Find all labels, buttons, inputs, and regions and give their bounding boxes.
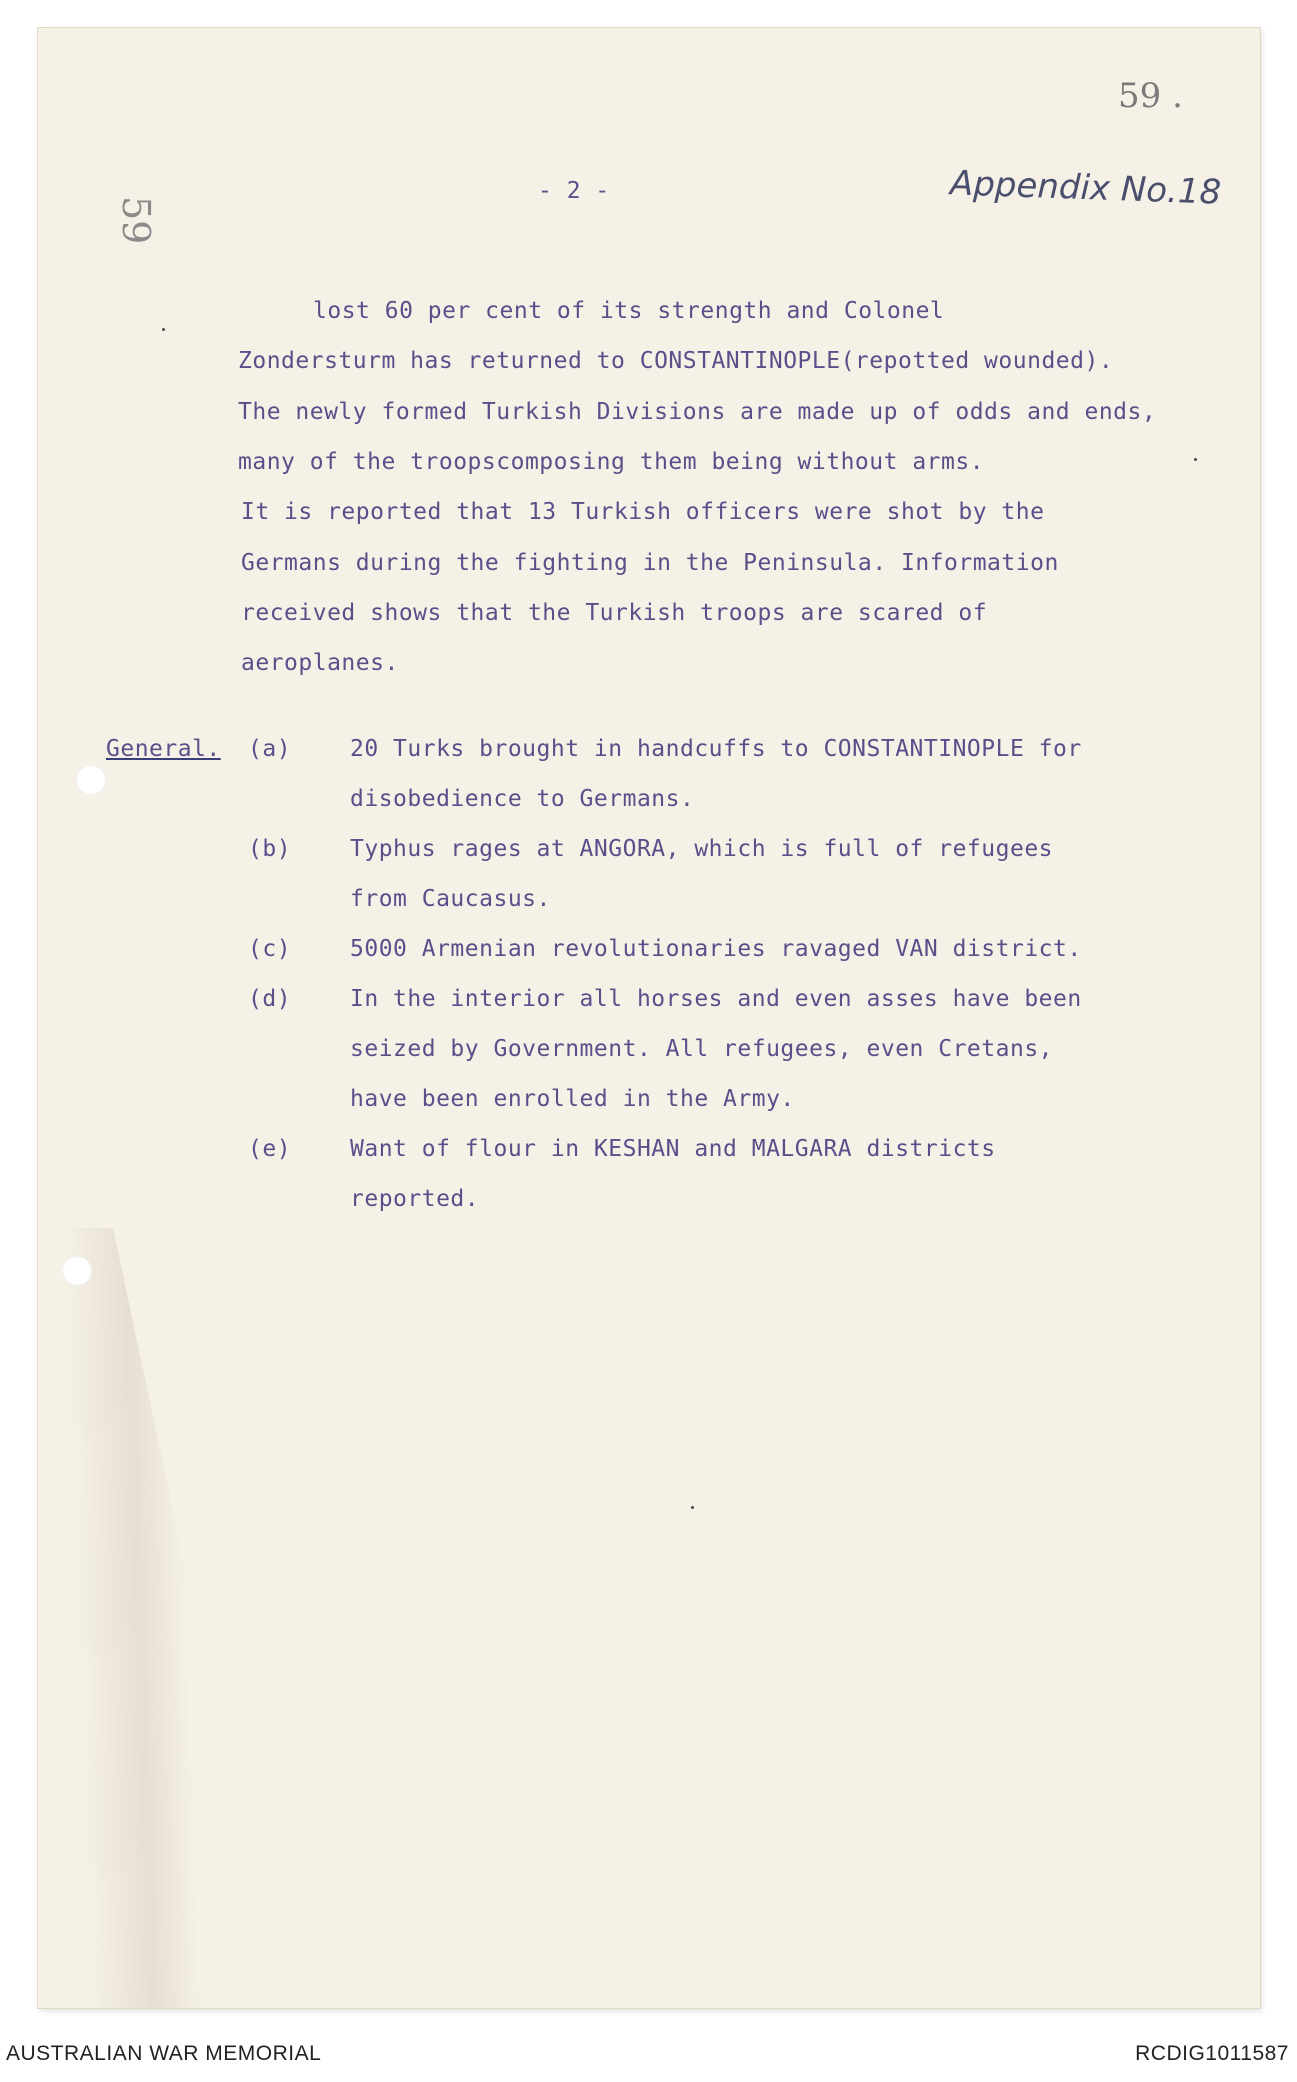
page-number: - 2 - — [538, 178, 610, 204]
body-line: lost 60 per cent of its strength and Colonel — [313, 298, 945, 324]
body-line: The newly formed Turkish Divisions are made up of odds and ends, — [238, 399, 1157, 425]
section-label-general: General. — [106, 736, 221, 762]
document-page — [38, 28, 1260, 2008]
item-letter: (d) — [248, 986, 292, 1012]
punch-hole-top — [76, 765, 106, 795]
body-line: Germans during the fighting in the Peninsula. Information — [241, 550, 1059, 576]
body-line: It is reported that 13 Turkish officers were shot by the — [241, 499, 1045, 525]
item-letter: (a) — [248, 736, 292, 762]
appendix-stamp: Appendix No.18 — [949, 163, 1222, 213]
item-line: 20 Turks brought in handcuffs to CONSTANTINOPLE for — [350, 736, 1082, 762]
item-line: from Caucasus. — [350, 886, 551, 912]
body-line: many of the troopscomposing them being without arms. — [238, 449, 985, 475]
body-line: aeroplanes. — [241, 650, 399, 676]
item-letter: (b) — [248, 836, 292, 862]
item-line: Want of flour in KESHAN and MALGARA districts — [350, 1136, 996, 1162]
footer-record-id: RCDIG1011587 — [1135, 2042, 1289, 2065]
paper-speck — [1194, 458, 1197, 461]
item-line: have been enrolled in the Army. — [350, 1086, 795, 1112]
body-line: Zondersturm has returned to CONSTANTINOPLE(repotted wounded). — [238, 348, 1114, 374]
item-line: 5000 Armenian revolutionaries ravaged VAN district. — [350, 936, 1082, 962]
item-line: In the interior all horses and even asses have been — [350, 986, 1082, 1012]
item-line: disobedience to Germans. — [350, 786, 695, 812]
item-line: Typhus rages at ANGORA, which is full of refugees — [350, 836, 1054, 862]
body-line: received shows that the Turkish troops are scared of — [241, 600, 988, 626]
folio-number-top: 59 . — [1118, 76, 1183, 116]
item-letter: (c) — [248, 936, 292, 962]
paper-speck — [162, 328, 165, 331]
item-letter: (e) — [248, 1136, 292, 1162]
item-line: seized by Government. All refugees, even Cretans, — [350, 1036, 1054, 1062]
footer-archive-credit: AUSTRALIAN WAR MEMORIAL — [6, 2042, 322, 2065]
folio-number-side: 59 — [114, 196, 158, 245]
punch-hole-bottom — [62, 1256, 92, 1286]
paper-speck — [691, 1506, 694, 1509]
item-line: reported. — [350, 1186, 480, 1212]
